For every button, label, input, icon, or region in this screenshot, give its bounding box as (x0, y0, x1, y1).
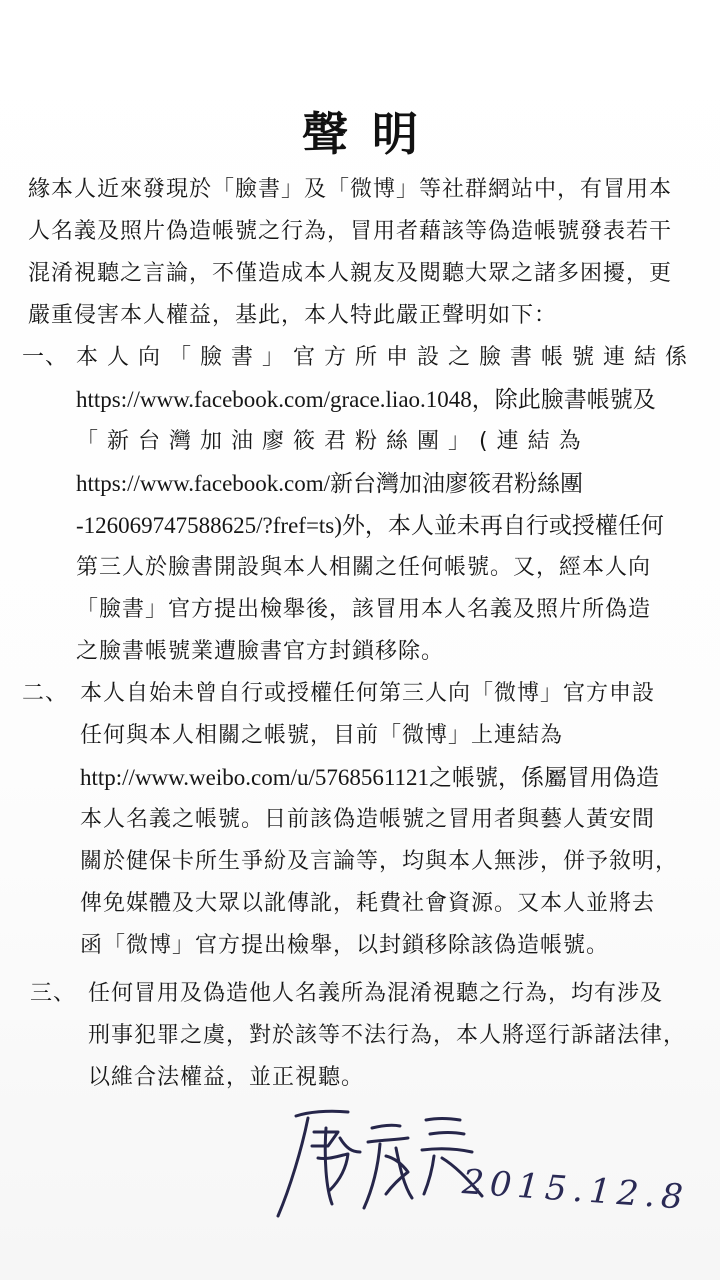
section-line: 之臉書帳號業遭臉書官方封鎖移除。 (76, 639, 445, 664)
intro-line: 混淆視聽之言論，不僅造成本人親友及閱聽大眾之諸多困擾，更 (28, 261, 673, 286)
intro-line: 緣本人近來發現於「臉書」及「微博」等社群網站中，有冒用本 (28, 177, 673, 202)
section-line: http://www.weibo.com/u/5768561121之帳號，係屬冒用偽造 (80, 765, 660, 790)
section-line: 刑事犯罪之虞，對於該等不法行為，本人將逕行訴諸法律， (88, 1023, 687, 1048)
section-marker: 三、 (30, 981, 77, 1006)
intro-line: 人名義及照片偽造帳號之行為，冒用者藉該等偽造帳號發表若干 (28, 219, 673, 244)
section-line: https://www.facebook.com/grace.liao.1048，除此臉書帳號及 (76, 387, 656, 412)
section-marker: 一、 (22, 345, 69, 370)
section-line: 本人向「臉書」官方所申設之臉書帳號連結係 (76, 345, 697, 370)
section-line: 本人名義之帳號。日前該偽造帳號之冒用者與藝人黃安間 (80, 807, 656, 832)
intro-line: 嚴重侵害本人權益，基此，本人特此嚴正聲明如下： (28, 303, 558, 328)
section-line: 本人自始未曾自行或授權任何第三人向「微博」官方申設 (80, 681, 656, 706)
section-line: 俾免媒體及大眾以訛傳訛，耗費社會資源。又本人並將去 (80, 891, 656, 916)
section-line: 「臉書」官方提出檢舉後，該冒用本人名義及照片所偽造 (76, 597, 652, 622)
section-line: -126069747588625/?fref=ts)外，本人並未再自行或授權任何 (76, 513, 664, 538)
section-line: 第三人於臉書開設與本人相關之任何帳號。又，經本人向 (76, 555, 652, 580)
section-line: 任何與本人相關之帳號，目前「微博」上連結為 (80, 723, 564, 748)
section-line: https://www.facebook.com/新台灣加油廖筱君粉絲團 (76, 471, 584, 496)
handwritten-signature (268, 1098, 488, 1238)
section-marker: 二、 (22, 681, 69, 706)
section-line: 函「微博」官方提出檢舉，以封鎖移除該偽造帳號。 (80, 933, 610, 958)
section-line: 以維合法權益，並正視聽。 (88, 1065, 365, 1090)
section-line: 關於健保卡所生爭紛及言論等，均與本人無涉，併予敘明， (80, 849, 679, 874)
document-title: 聲明 (302, 107, 442, 161)
signature-date: 2015.12.8 (460, 1162, 691, 1218)
section-line: 「新台灣加油廖筱君粉絲團」(連結為 (76, 429, 590, 454)
section-line: 任何冒用及偽造他人名義所為混淆視聽之行為，均有涉及 (88, 981, 664, 1006)
